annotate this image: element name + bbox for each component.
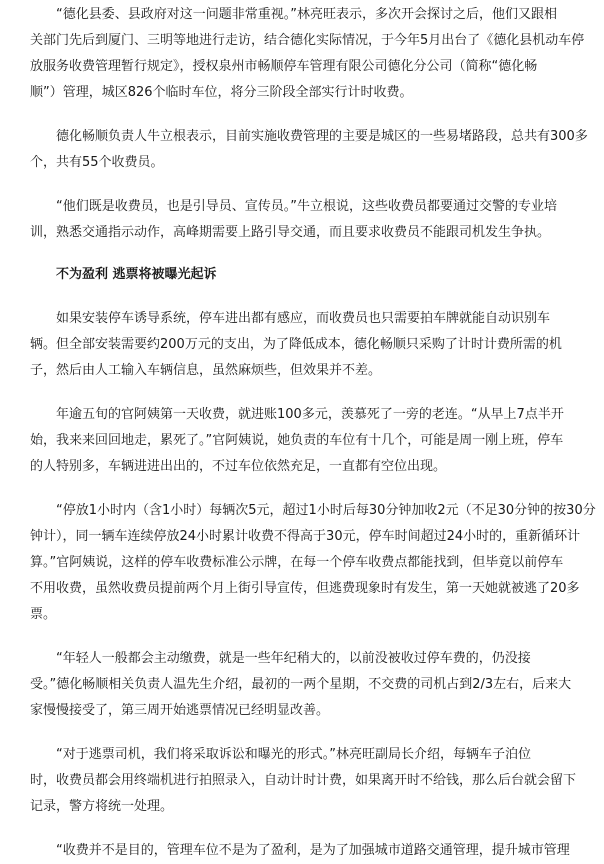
text-line: 关部门先后到厦门、三明等地进行走访，结合德化实际情况，于今年5月出台了《德化县机动车停 bbox=[30, 33, 585, 48]
text-line: 家慢慢接受了，第三周开始逃票情况已经明显改善。 bbox=[30, 703, 330, 718]
paragraph bbox=[30, 838, 604, 864]
paragraph bbox=[30, 194, 604, 246]
text-line: 受。”德化畅顺相关负责人温先生介绍，最初的一两个星期，不交费的司机占到2/3左右，后来大 bbox=[30, 677, 572, 692]
text-line: “德化县委、县政府对这一问题非常重视。”林亮旺表示，多次开会探讨之后，他们又跟相 bbox=[56, 7, 557, 22]
text-line: 辆。但全部安装需要约200万元的支出，为了降低成本，德化畅顺只采购了计时计费所需的机 bbox=[30, 337, 562, 352]
paragraph bbox=[30, 498, 604, 628]
text-line: “他们既是收费员，也是引导员、宣传员。”牛立根说，这些收费员都要通过交警的专业培 bbox=[56, 199, 557, 214]
paragraph bbox=[30, 306, 604, 384]
text-line: 德化畅顺负责人牛立根表示，目前实施收费管理的主要是城区的一些易堵路段，总共有300多 bbox=[56, 129, 588, 144]
text-line: 个，共有55个收费员。 bbox=[30, 155, 164, 170]
text-line: 记录，警方将统一处理。 bbox=[30, 799, 174, 814]
text-line: 放服务收费管理暂行规定》，授权泉州市畅顺停车管理有限公司德化分公司（简称“德化畅 bbox=[30, 59, 538, 74]
text-line: 票。 bbox=[30, 607, 57, 622]
text-line: 时，收费员都会用终端机进行拍照录入，自动计时计费，如果离开时不给钱，那么后台就会留下 bbox=[30, 773, 577, 788]
paragraph bbox=[30, 402, 604, 480]
text-line: 顺”）管理，城区826个临时车位，将分三阶段全部实行计时收费。 bbox=[30, 85, 413, 100]
text-line: 钟计），同一辆车连续停放24小时累计收费不得高于30元，停车时间超过24小时的，重新循环计 bbox=[30, 529, 581, 544]
text-line: 不用收费，虽然收费员提前两个月上街引导宣传，但逃费现象时有发生，第一天她就被逃了20多 bbox=[30, 581, 580, 596]
text-line: “年轻人一般都会主动缴费，就是一些年纪稍大的，以前没被收过停车费的，仍没接 bbox=[56, 651, 531, 666]
text-line: “收费并不是目的，管理车位不是为了盈利，是为了加强城市道路交通管理，提升城市管理 bbox=[56, 843, 570, 858]
text-line: 训，熟悉交通指示动作，高峰期需要上路引导交通，而且要求收费员不能跟司机发生争执。 bbox=[30, 225, 551, 240]
text-line: “停放1小时内（含1小时）每辆次5元，超过1小时后每30分钟加收2元（不足30分钟的按30分 bbox=[56, 503, 596, 518]
paragraph bbox=[30, 2, 604, 106]
section-heading: 不为盈利 逃票将被曝光起诉 bbox=[56, 267, 217, 282]
text-line: 始，我来来回回地走，累死了。”官阿姨说，她负责的车位有十几个，可能是周一刚上班，停车 bbox=[30, 433, 564, 448]
text-line: 算。”官阿姨说，这样的停车收费标准公示牌，在每一个停车收费点都能找到，但毕竟以前停车 bbox=[30, 555, 564, 570]
text-line: 子，然后由人工输入车辆信息，虽然麻烦些，但效果并不差。 bbox=[30, 363, 382, 378]
text-line: 的人特别多，车辆进进出出的，不过车位依然充足，一直都有空位出现。 bbox=[30, 459, 447, 474]
text-line: 年逾五旬的官阿姨第一天收费，就进账100多元，羡慕死了一旁的老连。“从早上7点半开 bbox=[56, 407, 564, 422]
paragraph bbox=[30, 646, 604, 724]
paragraph bbox=[30, 742, 604, 820]
text-line: “对于逃票司机，我们将采取诉讼和曝光的形式。”林亮旺副局长介绍，每辆车子泊位 bbox=[56, 747, 531, 762]
text-line: 如果安装停车诱导系统，停车进出都有感应，而收费员也只需要拍车牌就能自动识别车 bbox=[56, 311, 551, 326]
paragraph bbox=[30, 124, 604, 176]
